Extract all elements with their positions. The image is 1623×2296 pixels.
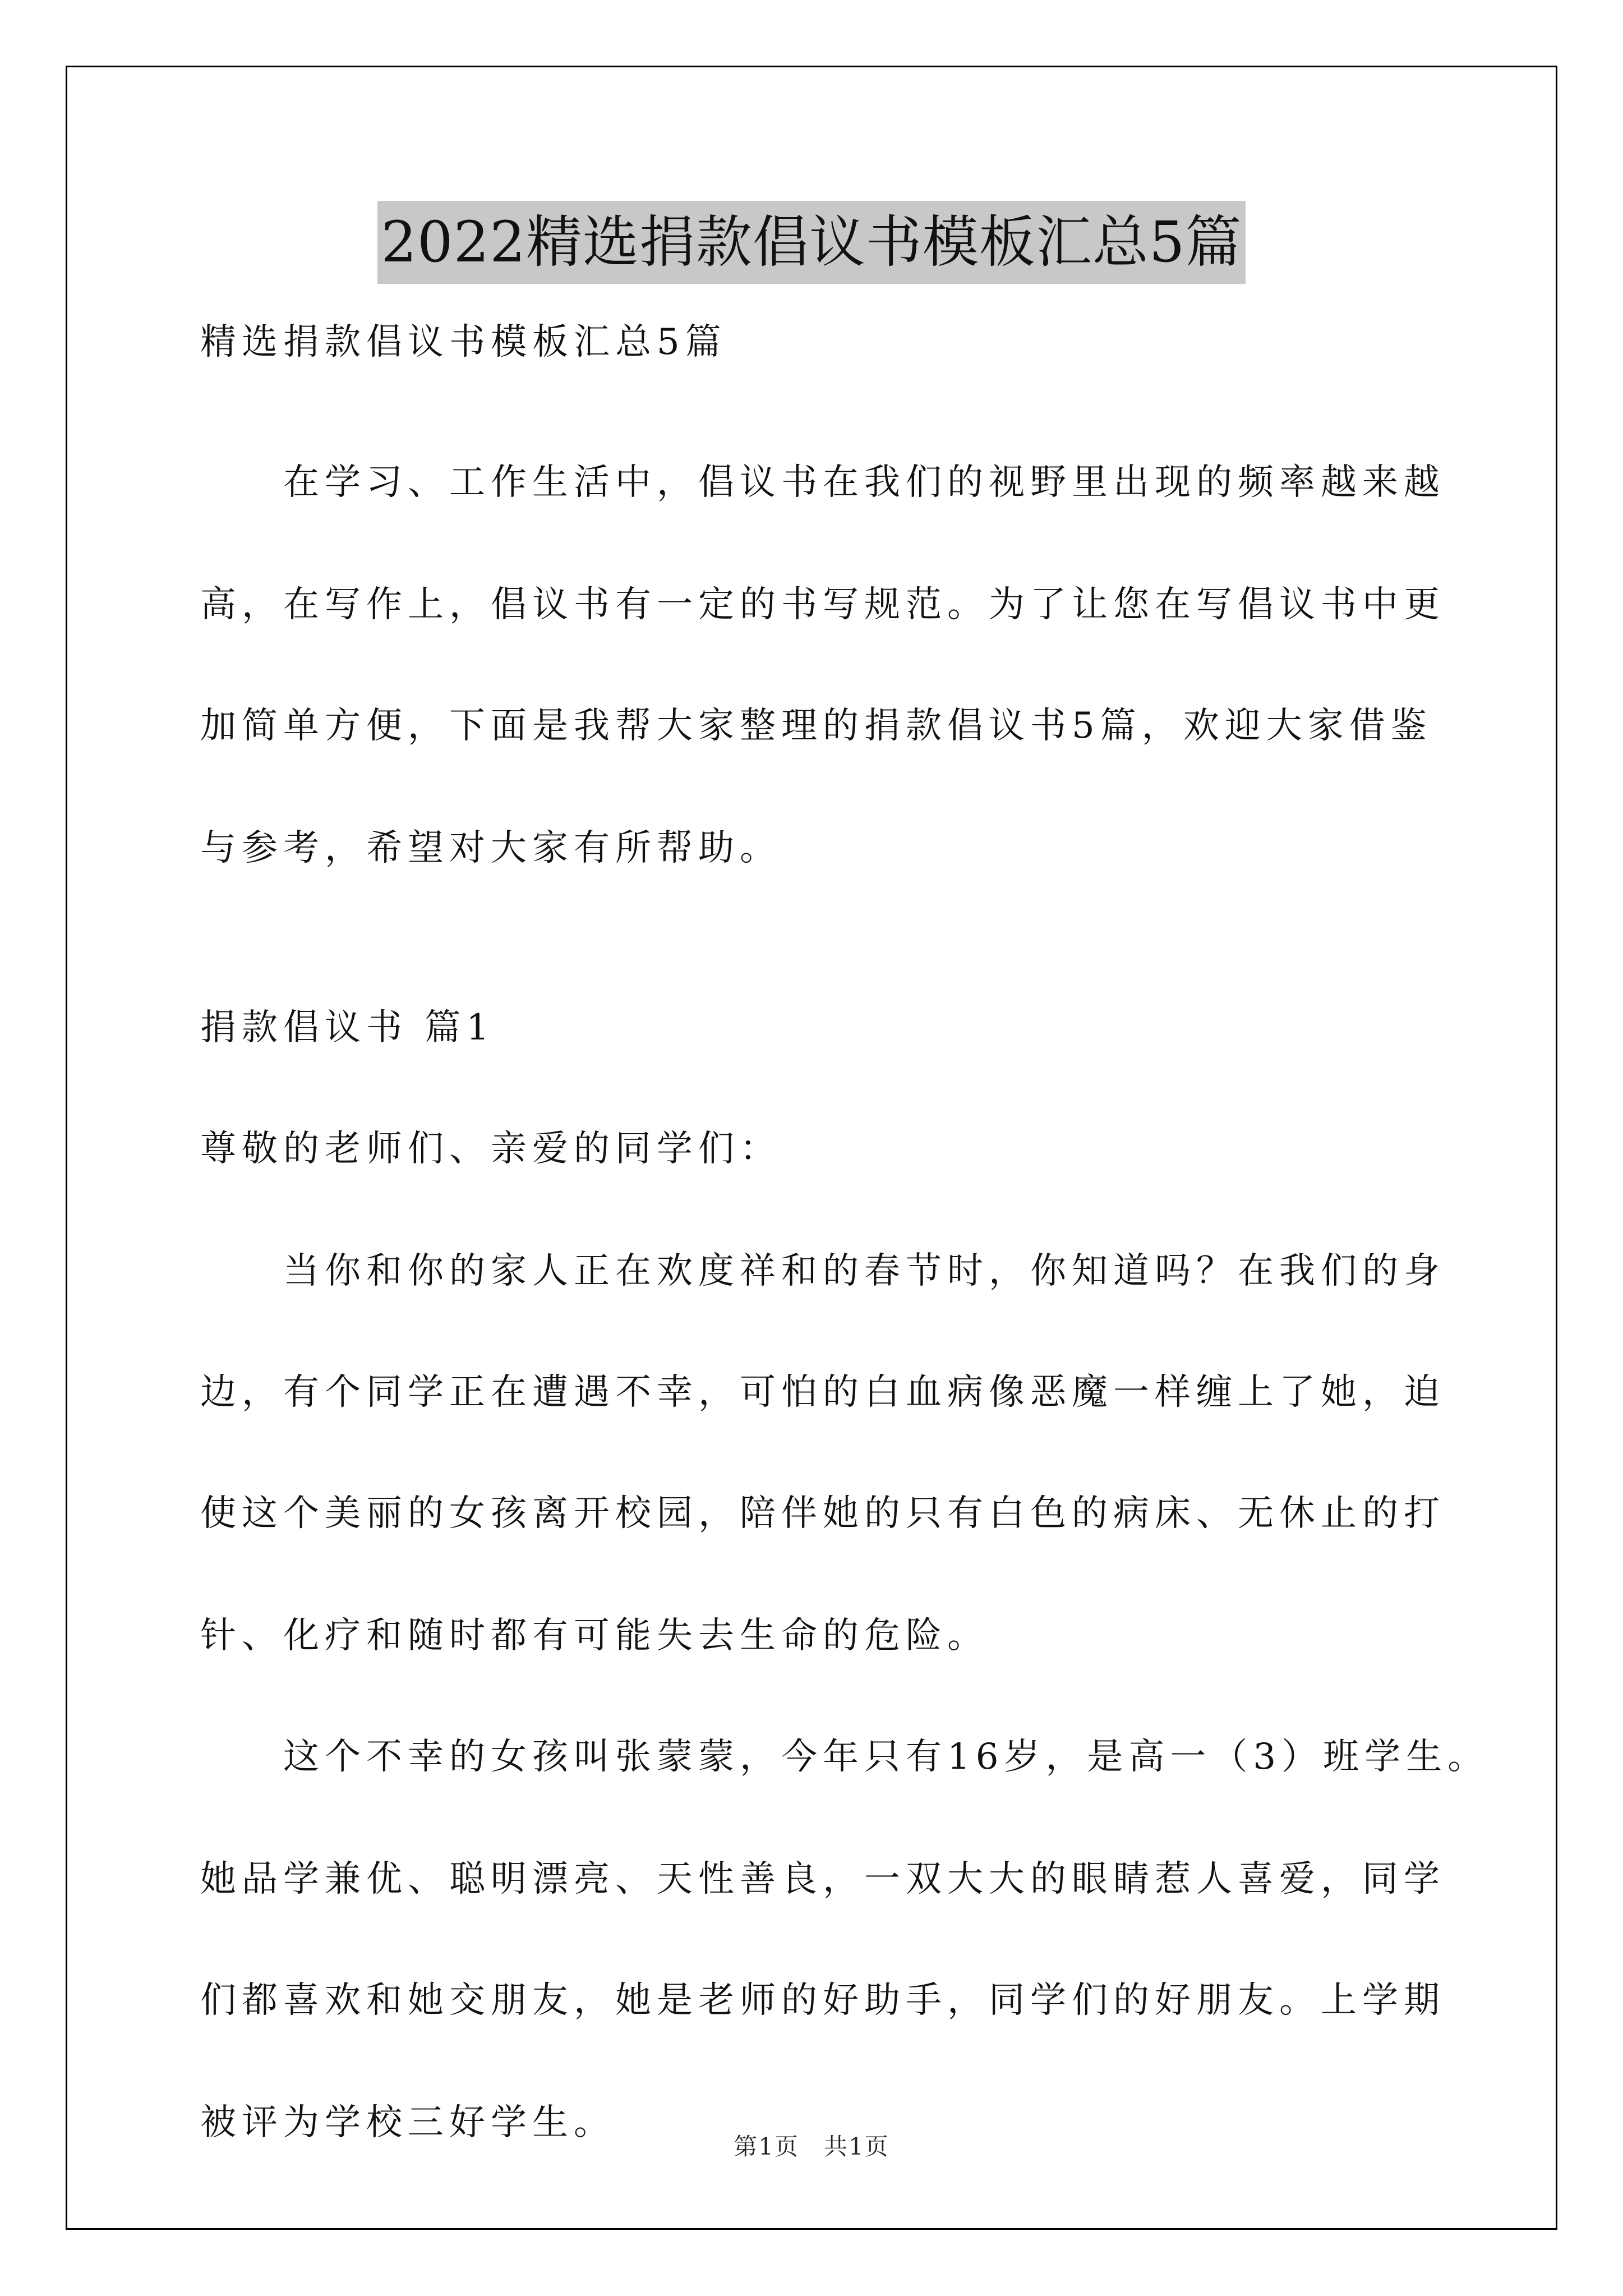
intro-line-2: 高，在写作上，倡议书有一定的书写规范。为了让您在写倡议书中更	[200, 584, 1445, 625]
page-footer: 第1页 共1页	[734, 2133, 889, 2160]
para2-line-3: 们都喜欢和她交朋友，她是老师的好助手，同学们的好朋友。上学期	[200, 1980, 1445, 2021]
intro-line-3: 加简单方便，下面是我帮大家整理的捐款倡议书5篇，欢迎大家借鉴	[200, 705, 1432, 747]
section-heading: 捐款倡议书 篇1	[200, 1007, 495, 1048]
intro-line-4: 与参考，希望对大家有所帮助。	[200, 827, 781, 869]
document-title: 2022精选捐款倡议书模板汇总5篇	[377, 201, 1245, 284]
intro-line-1: 在学习、工作生活中，倡议书在我们的视野里出现的频率越来越	[200, 462, 1445, 503]
para1-line-1: 当你和你的家人正在欢度祥和的春节时，你知道吗？在我们的身	[200, 1250, 1445, 1292]
document-subtitle: 精选捐款倡议书模板汇总5篇	[200, 321, 727, 363]
para1-line-2: 边，有个同学正在遭遇不幸，可怕的白血病像恶魔一样缠上了她，迫	[200, 1372, 1445, 1413]
para2-line-1: 这个不幸的女孩叫张蒙蒙，今年只有16岁，是高一（3）班学生。	[200, 1736, 1490, 1778]
para2-line-2: 她品学兼优、聪明漂亮、天性善良，一双大大的眼睛惹人喜爱，同学	[200, 1858, 1445, 1900]
para1-line-4: 针、化疗和随时都有可能失去生命的危险。	[200, 1615, 989, 1657]
title-container	[0, 201, 1623, 284]
salutation: 尊敬的老师们、亲爱的同学们：	[200, 1128, 781, 1170]
para2-line-4: 被评为学校三好学生。	[200, 2102, 615, 2143]
para1-line-3: 使这个美丽的女孩离开校园，陪伴她的只有白色的病床、无休止的打	[200, 1493, 1445, 1534]
